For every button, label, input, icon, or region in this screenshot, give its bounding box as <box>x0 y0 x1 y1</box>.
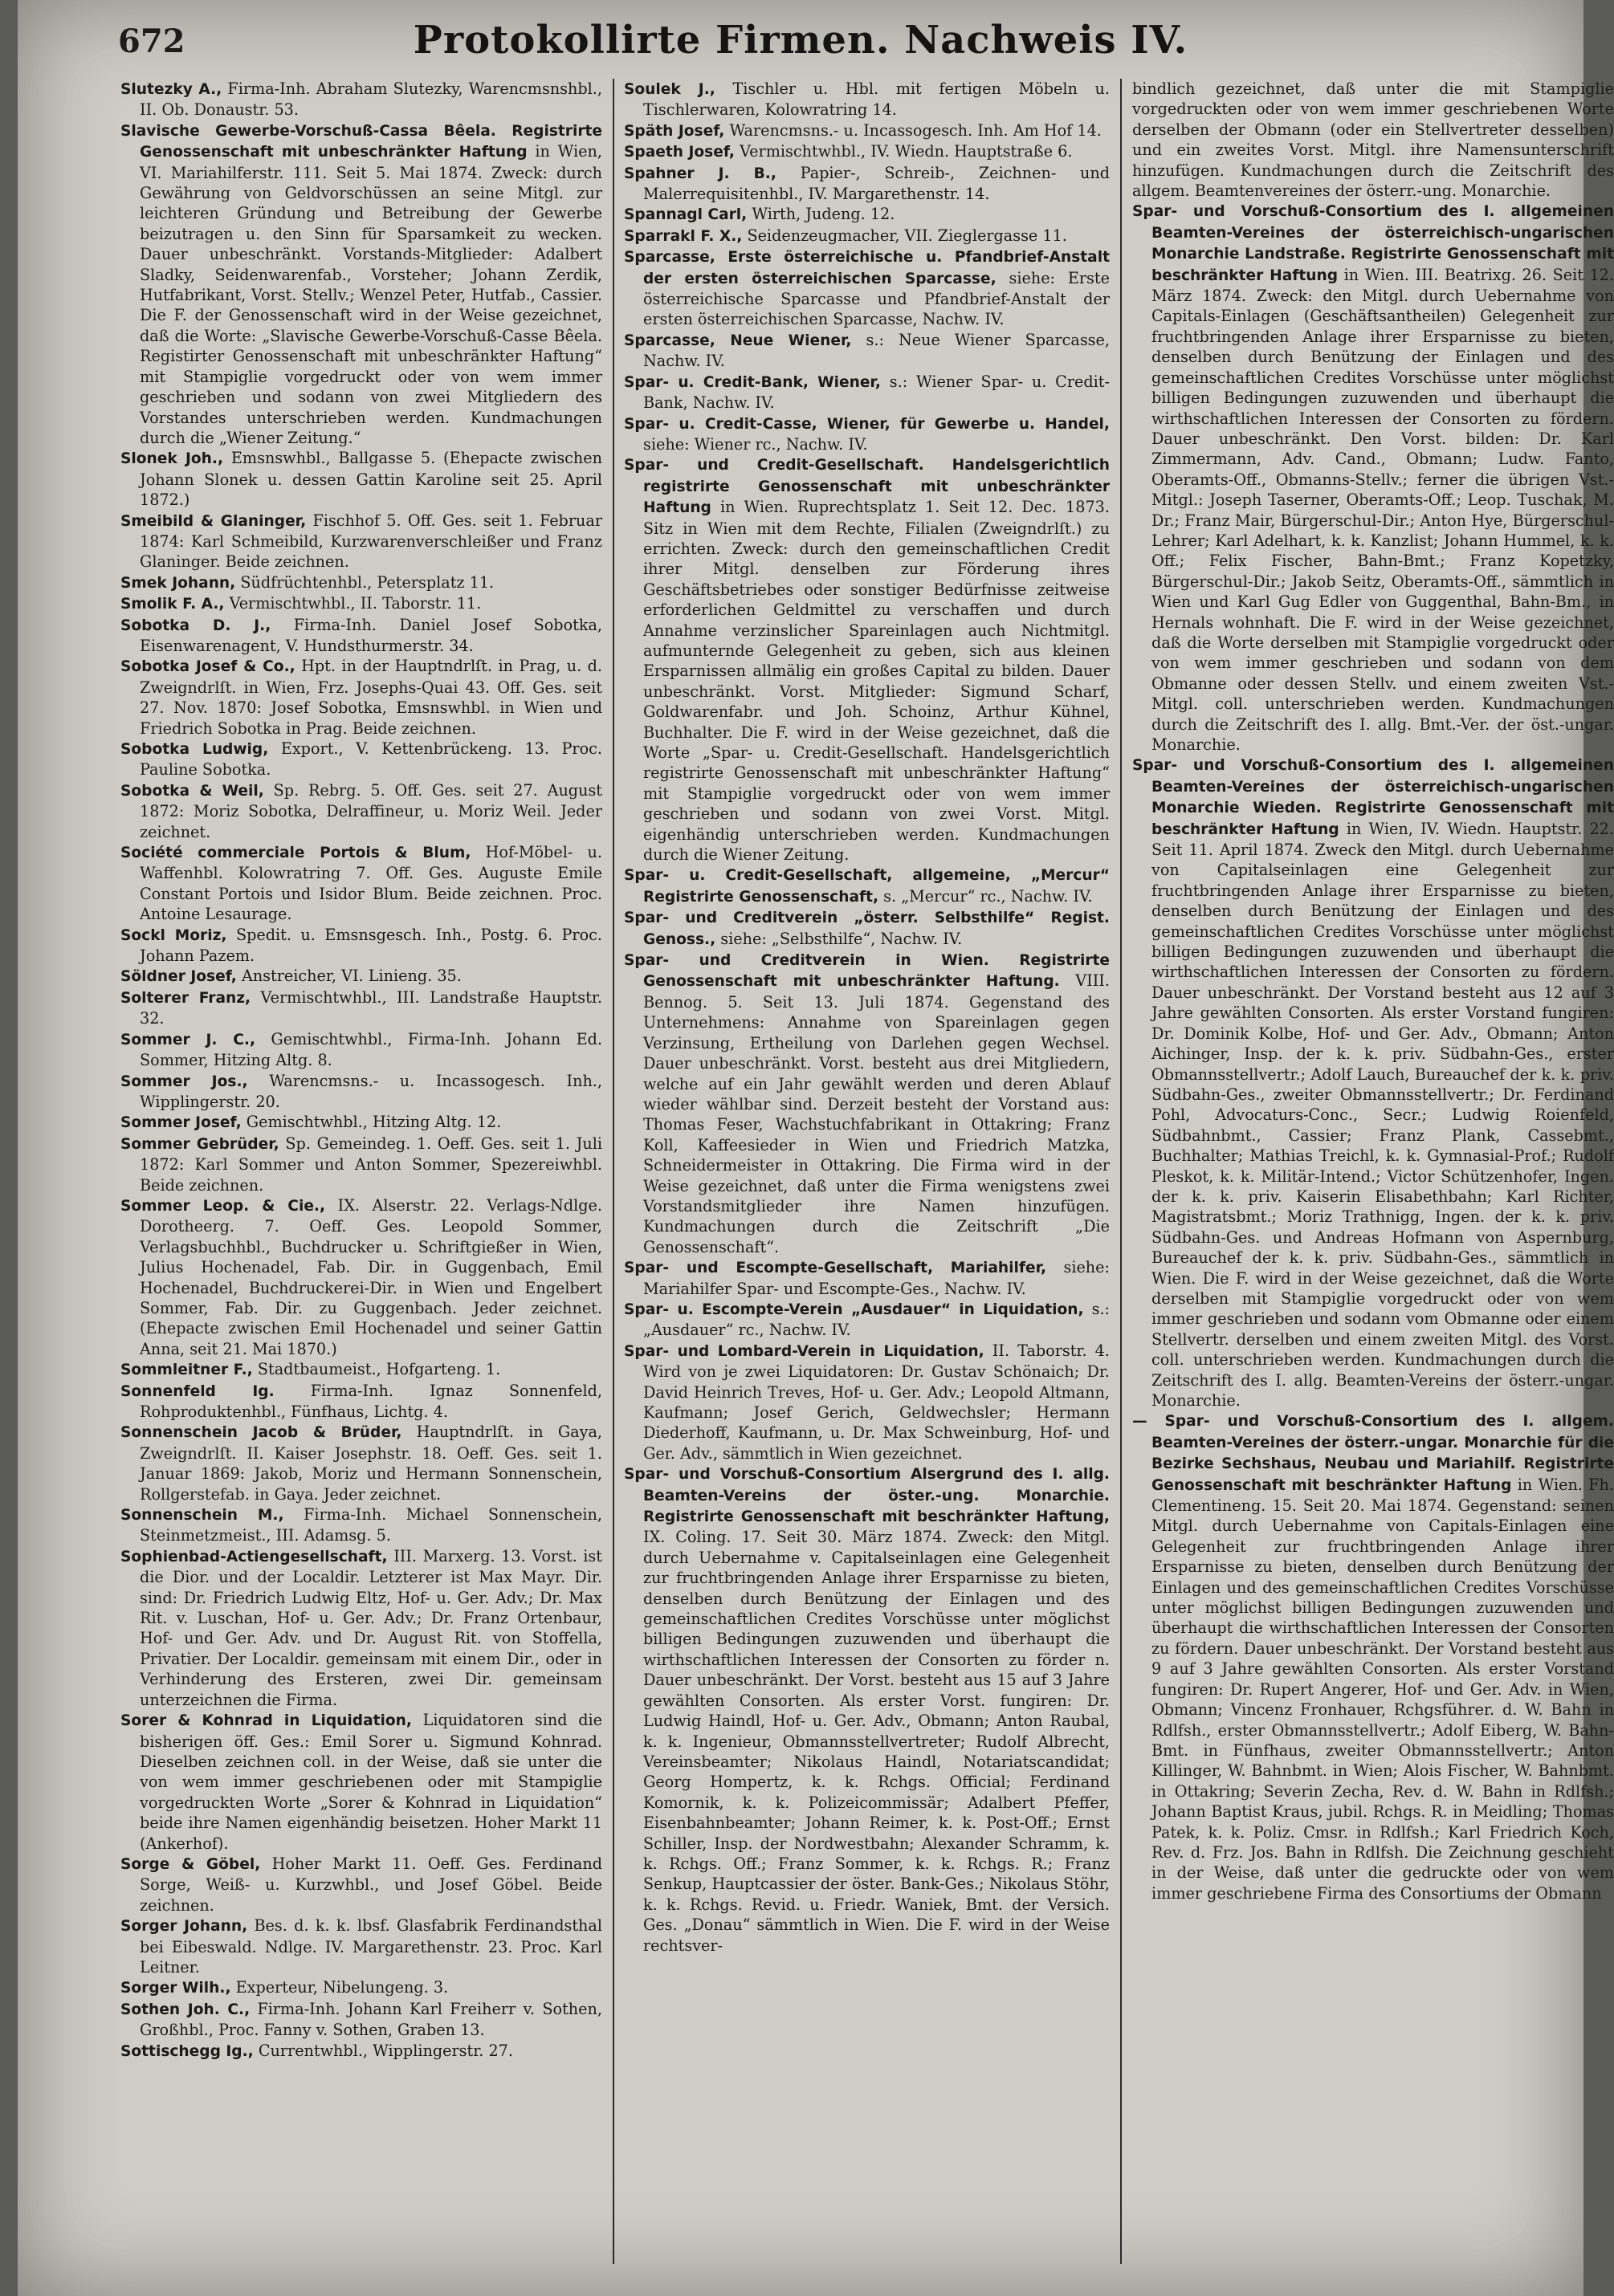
entry-text: in Wien. III. Beatrixg. 26. Seit 12. März 1874. Zweck: den Mitgl. durch Uebernahme von Capitals-Einlagen (Geschäftsantheilen) Gelegenheit zur fruchtbringenden Anlage ihrer Ersparnisse zu bieten, denselben durch Benützung der Einlagen und des gemeinschaftlichen Credites Vorschüsse unter möglichst billigen Bedingungen zuzuwenden und überhaupt die wirthschaftlichen Interessen der Consorten zu fördern. Dauer unbeschränkt. Den Vorst. bilden: Dr. Karl Zimmermann, Adv. Cand., Obmann; Ludw. Fanto, Oberamts-Off., Obmanns-Stellv.; ferner die übrigen Vst.-Mitgl.: Joseph Taserner, Oberamts-Off.; Leop. Tuschak, M. Dr.; Franz Mair, Bürgerschul-Dir.; Anton Hye, Bürgerschul-Lehrer; Karl Adelhart, k. k. Kanzlist; Johann Hummel, k. k. Off.; Felix Fischer, Bahn-Bmt.; Franz Kopetzky, Bürgerschul-Dir.; Jakob Seitz, Oberamts-Off., sämmtlich in Wien und Karl Gug Edler von Guggenthal, Bahn-Bm., in Hernals wohnhaft. Die F. wird in der Weise gezeichnet, daß die Worte derselben mit Stampiglie vorgedruckt oder von wem immer geschrieben und sodann von dem Obmanne oder dessen Stellv. und einem zweiten Vst.-Mitgl. coll. unterschrieben werden. Kundmachungen durch die Zeitschrift des I. allg. Bmt.-Ver. der öst.-ungar. Monarchie. <box>1151 265 1614 754</box>
directory-entry <box>120 1854 602 1915</box>
entry-text: Firma-Inh. Ignaz Sonnenfeld, Rohproduktenhbl., Fünfhaus, Lichtg. 4. <box>140 1381 603 1421</box>
firm-name: Sobotka Ludwig, <box>120 741 269 758</box>
directory-entry <box>624 120 1110 141</box>
directory-entry <box>624 413 1110 455</box>
firm-name: Söldner Josef, <box>120 968 237 986</box>
directory-entry <box>624 246 1110 330</box>
directory-entry <box>120 1915 602 1977</box>
firm-name: Sobotka D. J., <box>120 617 271 634</box>
entry-text: Spedit. u. Emsnsgesch. Inh., Postg. 6. Proc. Johann Pazem. <box>140 925 602 966</box>
directory-entry <box>624 865 1110 907</box>
firm-name: Sorger Johann, <box>120 1918 248 1936</box>
directory-entry <box>120 1134 602 1195</box>
firm-name: Slutezky A., <box>120 81 222 98</box>
entry-text: Gemischtwhbl., Firma-Inh. Johann Ed. Sommer, Hitzing Altg. 8. <box>140 1029 602 1070</box>
directory-entry <box>120 1195 602 1359</box>
entry-text: Emsnswhbl., Ballgasse 5. (Ehepacte zwischen Johann Slonek u. dessen Gattin Karoline seit 25. April 1872.) <box>140 449 602 510</box>
firm-name: Sobotka & Weil, <box>120 782 264 800</box>
entry-text: Hauptndrlſt. in Gaya, Zweigndrlſt. II. Kaiser Josephstr. 18. Oeff. Ges. seit 1. Januar 1869: Jakob, Moriz und Hermann Sonnenschein, Rollgerstefab. in Gaya. Jeder zeichnet. <box>140 1423 602 1504</box>
directory-entry <box>624 950 1110 1257</box>
directory-entry <box>1132 1411 1614 1903</box>
entry-text: Wirth, Judeng. 12. <box>752 205 895 224</box>
entry-text: Sp. Rebrg. 5. Off. Ges. seit 27. August 1872: Moriz Sobotka, Delraffineur, u. Moriz Weil. Jeder zeichnet. <box>140 780 603 841</box>
firm-name: Sommer Gebrüder, <box>120 1135 279 1153</box>
directory-entry <box>624 163 1110 205</box>
directory-entry <box>1132 79 1614 201</box>
entry-text: Gemischtwhbl., Hitzing Altg. 12. <box>246 1113 502 1132</box>
entry-text: in Wien. Fh. Clementineng. 15. Seit 20. Mai 1874. Gegenstand: seinen Mitgl. durch Uebernahme von Capitals-Einlagen eine Gelegenheit zur fruchtbringenden Anlage ihrer Ersparnisse zu bieten, denselben durch Benützung der Einlagen und des gemeinschaftlichen Credites Vorschüsse unter möglichst billigen Bedingungen zuzuwenden und überhaupt die wirthschaftlichen Interessen der Consorten zu fördern. Dauer unbeschränkt. Der Vorstand besteht aus 9 auf 3 Jahre gewählten Consorten. Als erster Vorstand fungiren: Dr. Rupert Angerer, Hof- und Ger. Adv. in Wien, Obmann; Vincenz Fronhauer, Rchgsführer. d. W. Bahn in Rdlfsh., erster Obmannsstellvertr.; Adolf Eiberg, W. Bahn-Bmt. in Fünfhaus, zweiter Obmannsstellvertr.; Anton Killinger, W. Bahnbmt. in Wien; Alois Fischer, W. Bahnbmt. in Ottakring; Severin Zecha, Rev. d. W. Bahn in Rdlfsh.; Johann Baptist Kraus, jubil. Rchgs. R. in Meidling; Thomas Patek, k. k. Poliz. Cmsr. in Rdlfsh.; Karl Friedrich Koch, Rev. d. Frz. Jos. Bahn in Rdlfsh. Die Zeichnung geschieht in der Weise, daß unter die gedruckte oder von wem immer geschriebene Firma des Consortiums der Obmann <box>1151 1475 1614 1903</box>
directory-entry <box>120 1359 602 1380</box>
firm-name: Smek Johann, <box>120 574 236 592</box>
directory-entry <box>120 656 602 739</box>
firm-name: Sothen Joh. C., <box>120 2001 251 2018</box>
directory-entry <box>120 842 602 925</box>
firm-name: Spaeth Josef, <box>624 144 735 161</box>
directory-entry <box>120 1071 602 1113</box>
directory-entry <box>120 966 602 987</box>
firm-name: Sonnenfeld Ig. <box>120 1382 275 1400</box>
directory-entry <box>120 1977 602 1998</box>
entry-text: in Wien, IV. Wiedn. Hauptstr. 22. Seit 11. April 1874. Zweck den Mitgl. durch Uebernahme von Capitalseinlagen eine Gelegenheit zur fruchtbringenden Anlage ihrer Ersparnisse zu bieten, denselben durch Benützung der Einlagen und des gemeinschaftlichen Credites Vorschüsse unter möglichst billigen Bedingungen zuzuwenden und überhaupt die wirthschaftlichen Interessen der Consorten zu fördern. Dauer unbeschränkt. Der Vorstand besteht aus 12 auf 3 Jahre gewählten Consorten. Als erster Vorstand fungiren: Dr. Dominik Kolbe, Hof- und Ger. Adv., Obmann; Anton Aichinger, Insp. der k. k. priv. Südbahn-Ges., erster Obmannsstellvertr.; Adolf Lauch, Bureauchef der k. k. priv. Südbahn-Ges., zweiter Obmannsstellvertr.; Dr. Ferdinand Pohl, Advocaturs-Conc., Secr.; Ludwig Roienfeld, Südbahnbmt., Cassier; Franz Plank, Cassebmt., Buchhalter; Mathias Treichl, k. k. Gymnasial-Prof.; Rudolf Pleskot, k. k. Militär-Intend.; Victor Schützenhofer, Ingen. der k. k. priv. Kaiserin Elisabethbahn; Karl Richter, Magistratsbmt.; Moriz Trathnigg, Ingen. der k. k. priv. Südbahn-Ges. und Andreas Hofmann von Aspernburg, Bureauchef der k. k. priv. Südbahn-Ges., sämmtlich in Wien. Die F. wird in der Weise gezeichnet, daß die Worte derselben mit Stampiglie vorgedruckt oder von wem immer geschrieben und sodann vom Obmanne oder einem Stellvertr. derselben und einem zweiten Mitgl. des Vorst. coll. unterschrieben werden. Kundmachungen durch die Zeitschrift des I. allg. Beamten-Vereins der österr.-ungar. Monarchie. <box>1151 819 1614 1410</box>
entry-text: in Wien. Ruprechtsplatz 1. Seit 12. Dec. 1873. Sitz in Wien mit dem Rechte, Filialen (Zweigndrlſt.) zu errichten. Zweck: durch den gemeinschaftlichen Credit ihrer Mitgl. denselben zur Förderung ihres Geschäftsbetriebes oder sonstiger Bedürfnisse zeitweise erforderlichen Geldmittel zu verschaffen und durch Annahme verzinslicher Spareinlagen auch Nichtmitgl. aufmunternde Gelegenheit zu geben, sich aus kleinen Ersparnissen allmälig ein großes Capital zu bilden. Dauer unbeschränkt. Vorst. Mitglieder: Sigmund Scharf, Goldwarenfabr. und Joh. Schoinz, Arthur Kühnel, Buchhalter. Die F. wird in der Weise gezeichnet, daß die Worte „Spar- u. Credit-Gesellschaft. Handelsgerichtlich registrirte Genossenschaft mit unbeschränkter Haftung“ mit Stampiglie vorgedruckt oder von wem immer geschrieben und sodann von zwei Vorst. Mitgl. eigenhändig unterschrieben werden. Kundmachungen durch die Wiener Zeitung. <box>643 498 1110 865</box>
firm-name: Sophienbad-Actiengesellschaft, <box>120 1548 388 1565</box>
directory-entry <box>120 1710 602 1854</box>
text-column-1 <box>120 79 602 2272</box>
firm-name: Spar- und Creditverein in Wien. Registrirte Genossenschaft mit unbeschränkter Haftung. <box>624 952 1110 991</box>
directory-entry <box>120 987 602 1029</box>
entry-text: Experteur, Nibelungeng. 3. <box>235 1978 449 1997</box>
directory-entry <box>1132 755 1614 1411</box>
directory-entry <box>624 454 1110 865</box>
firm-name: Sorer & Kohnrad in Liquidation, <box>120 1712 412 1730</box>
directory-entry <box>120 1999 602 2041</box>
entry-text: Papier-, Schreib-, Zeichnen- und Malerrequisitenhbl., IV. Margarethenstr. 14. <box>643 163 1110 204</box>
directory-entry <box>120 739 602 780</box>
firm-name: Spar- und Credit-Gesellschaft. Handelsgerichtlich registrirte Genossenschaft mit unbeschränkter Haftung <box>624 457 1110 517</box>
entry-text: Currentwhbl., Wipplingerstr. 27. <box>258 2041 513 2060</box>
firm-name: Slavische Gewerbe-Vorschuß-Cassa Bêela. Registrirte Genossenschaft mit unbeschränkter Haftung <box>120 122 602 161</box>
entry-text: Warencmsns.- u. Incassogesch. Inh. Am Hof 14. <box>729 120 1102 140</box>
directory-entry <box>624 141 1110 162</box>
firm-name: Sommer J. C., <box>120 1031 256 1048</box>
entry-text: Export., V. Kettenbrückeng. 13. Proc. Pauline Sobotka. <box>140 739 602 780</box>
entry-text: II. Taborstr. 4. Wird von je zwei Liquidatoren: Dr. Gustav Schönaich; Dr. David Heinrich Treves, Hof- u. Ger. Adv.; Leopold Altmann, Kaufmann; Josef Gerich, Geldwechsler; Hermann Diederhoff, Kaufmann, u. Dr. Max Schweinburg, Hof- und Ger. Adv., sämmtlich in Wien gezeichnet. <box>643 1341 1110 1463</box>
firm-name: Spannagl Carl, <box>624 206 748 224</box>
firm-name: Solterer Franz, <box>120 989 251 1007</box>
directory-entry <box>120 2041 602 2062</box>
entry-text: Hpt. in der Hauptndrlſt. in Prag, u. d. Zweigndrlſt. in Wien, Frz. Josephs-Quai 43. Off. Ges. seit 27. Nov. 1870: Josef Sobotka, Emsnswhbl. in Wien und Friedrich Sobotka in Prag. Beide zeichnen. <box>140 657 602 738</box>
directory-entry <box>624 372 1110 413</box>
entry-text: IX. Alserstr. 22. Verlags-Ndlge. Dorotheerg. 7. Oeff. Ges. Leopold Sommer, Verlagsbuchhbl., Buchdrucker u. Schriftgießer in Wien, Julius Hochenadel, Fab. Dir. in Guggenbach, Emil Hochenadel, Buchdruckerei-Dir. in Wien und Engelbert Sommer, Fab. Dir. zu Guggenbach. Jeder zeichnet. (Ehepacte zwischen Emil Hochenadel und seiner Gattin Anna, seit 21. Mai 1870.) <box>140 1195 602 1358</box>
firm-name: Sparrakl F. X., <box>624 227 743 245</box>
entry-text: siehe: „Selbsthilfe“, Nachw. IV. <box>720 929 963 948</box>
entry-text: Warencmsns.- u. Incassogesch. Inh., Wipplingerstr. 20. <box>140 1071 602 1111</box>
firm-name: Sommleitner F., <box>120 1362 253 1379</box>
firm-name: Spar- u. Credit-Bank, Wiener, <box>624 373 881 391</box>
entry-text: Firma-Inh. Abraham Slutezky, Warencmsnshbl., II. Ob. Donaustr. 53. <box>140 79 602 120</box>
firm-name: Spar- u. Credit-Casse, Wiener, für Gewerbe u. Handel, <box>624 415 1110 433</box>
entry-text: Vermischtwhbl., III. Landstraße Hauptstr. 32. <box>140 987 602 1028</box>
firm-name: Slonek Joh., <box>120 450 224 468</box>
column-divider <box>1120 79 1122 2264</box>
entry-text: Vermischtwhbl., IV. Wiedn. Hauptstraße 6. <box>740 142 1073 161</box>
entry-text: s.: „Ausdauer“ rc., Nachw. IV. <box>643 1299 1111 1340</box>
entry-text: Firma-Inh. Johann Karl Freiherr v. Sothen, Großhbl., Proc. Fanny v. Sothen, Graben 13. <box>140 1999 602 2040</box>
directory-entry <box>120 1546 602 1710</box>
entry-text: Fischhof 5. Off. Ges. seit 1. Februar 1874: Karl Schmeibild, Kurzwarenverschleißer und Franz Glaninger. Beide zeichnen. <box>140 511 602 572</box>
directory-entry <box>120 120 602 449</box>
entry-text: Hoher Markt 11. Oeff. Ges. Ferdinand Sorge, Weiß- u. Kurzwhbl., und Josef Göbel. Beide zeichnen. <box>140 1854 603 1915</box>
directory-entry <box>624 79 1110 120</box>
entry-text: siehe: Mariahilfer Spar- und Escompte-Ges., Nachw. IV. <box>643 1258 1110 1298</box>
entry-text: s.: Wiener Spar- u. Credit-Bank, Nachw. IV. <box>643 372 1110 413</box>
firm-name: Sommer Josef, <box>120 1114 242 1132</box>
directory-entry <box>624 226 1110 246</box>
firm-name: Société commerciale Portois & Blum, <box>120 845 471 862</box>
entry-text: Firma-Inh. Michael Sonnenschein, Steinmetzmeist., III. Adamsg. 5. <box>140 1505 602 1545</box>
directory-entry <box>120 925 602 967</box>
firm-name: Sommer Jos., <box>120 1073 248 1090</box>
directory-entry <box>120 593 602 614</box>
firm-name: Spar- u. Escompte-Verein „Ausdauer“ in Liquidation, <box>624 1301 1084 1318</box>
directory-entry <box>624 1463 1110 1956</box>
document-page <box>18 0 1614 2296</box>
directory-entry <box>624 1299 1110 1341</box>
firm-name: Spar- und Lombard-Verein in Liquidation, <box>624 1342 984 1360</box>
directory-entry <box>624 204 1110 225</box>
page-number: 672 <box>118 22 185 60</box>
directory-entry <box>120 1029 602 1071</box>
directory-entry <box>120 1112 602 1133</box>
firm-name: Sobotka Josef & Co., <box>120 658 295 676</box>
directory-entry <box>120 1381 602 1423</box>
directory-entry <box>120 1422 602 1504</box>
entry-text: Tischler u. Hbl. mit fertigen Möbeln u. Tischlerwaren, Kolowratring 14. <box>643 79 1110 120</box>
firm-name: Spar- und Vorschuß-Consortium Alsergrund des I. allg. Beamten-Vereins der öster.-ung. Monarchie. Registrirte Genossenschaft mit beschränkter Haftung, <box>624 1466 1110 1526</box>
directory-entry <box>624 907 1110 950</box>
firm-name: Sottischegg Ig., <box>120 2042 254 2060</box>
firm-name: Spar- u. Credit-Gesellschaft, allgemeine, „Mercur“ Registrirte Genossenschaft, <box>624 867 1110 906</box>
entry-text: IX. Coling. 17. Seit 30. März 1874. Zweck: den Mitgl. durch Uebernahme v. Capitalseinlagen eine Gelegenheit zur fruchtbringenden Anlage ihrer Ersparnisse zu bieten, denselben durch Benützung der Einlagen und des gemeinschaftlichen Credites Vorschüsse unter möglichst billigen Bedingungen zuzuwenden und überhaupt die wirthschaftlichen Interessen der Consorten zu förder n. Dauer unbeschränkt. Der Vorst. besteht aus 15 auf 3 Jahre gewählten Consorten. Als erster Vorst. fungiren: Dr. Ludwig Haindl, Hof- u. Ger. Adv., Obmann; Anton Raubal, k. k. Ingenieur, Obmannsstellvertreter; Rudolf Albrecht, Vereinsbeamter; Nikolaus Haindl, Notariatscandidat; Georg Hompertz, k. k. Rchgs. Official; Ferdinand Komornik, k. k. Polizeicommissär; Adalbert Pfeffer, Eisenbahnbeamter; Johann Reimer, k. k. Post-Off.; Ernst Schiller, Insp. der Nordwestbahn; Alexander Schramm, k. k. Rchgs. Off.; Franz Sommer, k. k. Rchgs. R.; Franz Senkup, Hauptcassier der öster. Bank-Ges.; Nikolaus Stöhr, k. k. Rchgs. Revid. u. Friedr. Waniek, Bmt. der Versich. Ges. „Donau“ sämmtlich in Wien. Die F. wird in der Weise rechtsver- <box>643 1528 1110 1955</box>
firm-name: Sparcasse, Neue Wiener, <box>624 332 852 349</box>
entry-text: bindlich gezeichnet, daß unter die mit Stampiglie vorgedruckten oder von wem immer geschriebenen Worte derselben der Obmann (oder ein Stellvertreter desselben) und ein zweites Vorst. Mitgl. ihre Namensunterschrift hinzufügen. Kundmachungen durch die Zeitschrift des allgem. Beamtenvereines der österr.-ung. Monarchie. <box>1132 79 1614 201</box>
entry-text: Anstreicher, VI. Linieng. 35. <box>241 967 462 986</box>
firm-name: Smolik F. A., <box>120 596 225 613</box>
entry-text: Firma-Inh. Daniel Josef Sobotka, Eisenwarenagent, V. Hundsthurmerstr. 34. <box>140 615 602 655</box>
firm-name: Sorge & Göbel, <box>120 1855 261 1873</box>
firm-name: Spahner J. B., <box>624 165 776 182</box>
entry-text: Südfrüchtenhbl., Petersplatz 11. <box>240 572 495 592</box>
column-divider <box>613 79 614 2264</box>
entry-text: Bes. d. k. k. lbsf. Glasfabrik Ferdinandsthal bei Eibeswald. Ndlge. IV. Margarethenstr. 23. Proc. Karl Leitner. <box>140 1916 602 1976</box>
firm-name: Späth Josef, <box>624 122 725 140</box>
firm-name: Spar- und Creditverein „österr. Selbsthilfe“ Regist. Genoss., <box>624 910 1110 948</box>
entry-text: s. „Mercur“ rc., Nachw. IV. <box>883 886 1093 906</box>
firm-name: Spar- und Escompte-Gesellschaft, Mariahilfer, <box>624 1260 1047 1277</box>
entry-text: s.: Neue Wiener Sparcasse, Nachw. IV. <box>643 330 1110 371</box>
directory-entry <box>120 448 602 510</box>
entry-text: III. Marxerg. 13. Vorst. ist die Dior. und der Localdir. Letzterer ist Max Mayr. Dir. sind: Dr. Friedrich Ludwig Eltz, Hof- u. Ger. Adv.; Dr. Max Rit. v. Luschan, Hof- u. Ger. Adv.; Dr. Franz Ortenbaur, Hof- und Ger. Adv. und Dr. August Rit. von Stoffella, Privatier. Der Localdir. gemeinsam mit einem Dir., oder in Verhinderung des Ersteren, zwei Dir. gemeinsam unterzeichnen die Firma. <box>140 1546 602 1709</box>
page-title: Protokollirte Firmen. Nachweis IV. <box>413 18 1188 63</box>
directory-entry <box>624 330 1110 372</box>
text-column-3 <box>1132 79 1614 2272</box>
directory-entry <box>624 1341 1110 1463</box>
firm-name: Sonnenschein M., <box>120 1507 284 1525</box>
firm-name: Spar- und Vorschuß-Consortium des I. allgemeinen Beamten-Vereines der österreichisch-ungarischen Monarchie Landstraße. Registrirte Genossenschaft mit beschränkter Haftung <box>1132 203 1614 284</box>
firm-name: Spar- und Vorschuß-Consortium des I. allgemeinen Beamten-Vereines der österreichisch-ungarischen Monarchie Wieden. Registrirte Genossenschaft mit beschränkter Haftung <box>1132 757 1614 838</box>
firm-name: — Spar- und Vorschuß-Consortium des I. allgem. Beamten-Vereines der österr.-ungar. Monarchie für die Bezirke Sechshaus, Neubau und Mariahilf. Registrirte Genossenschaft mit beschränkter Haftung <box>1132 1413 1614 1494</box>
directory-entry <box>120 1504 602 1546</box>
firm-name: Sommer Leop. & Cie., <box>120 1197 326 1215</box>
directory-entry <box>120 615 602 657</box>
firm-name: Sonnenschein Jacob & Brüder, <box>120 1424 402 1442</box>
entry-text: Stadtbaumeist., Hofgarteng. 1. <box>257 1360 501 1379</box>
entry-text: Liquidatoren sind die bisherigen öff. Ges.: Emil Sorer u. Sigmund Kohnrad. Dieselben zeichnen coll. in der Weise, daß sie unter die von wem immer geschriebenen oder mit Stampiglie vorgedruckten Worte „Sorer & Kohnrad in Liquidation“ beide ihre Namen eigenhändig beisetzen. Hoher Markt 11 (Ankerhof). <box>140 1711 603 1853</box>
text-column-2 <box>624 79 1110 2272</box>
directory-entry <box>120 780 602 842</box>
entry-text: siehe: Wiener rc., Nachw. IV. <box>643 434 868 454</box>
firm-name: Sockl Moriz, <box>120 926 227 944</box>
entry-text: Hof-Möbel- u. Waffenhbl. Kolowratring 7. Off. Ges. Auguste Emile Constant Portois und Isidor Blum. Beide zeichnen. Proc. Antoine Lesaurage. <box>140 843 602 924</box>
firm-name: Sorger Wilh., <box>120 1980 231 1997</box>
firm-name: Soulek J., <box>624 81 715 98</box>
entry-text: Vermischtwhbl., II. Taborstr. 11. <box>229 594 482 613</box>
firm-name: Smeibild & Glaninger, <box>120 512 307 530</box>
directory-entry <box>120 79 602 120</box>
entry-text: Seidenzeugmacher, VII. Zieglergasse 11. <box>747 226 1067 245</box>
entry-text: siehe: Erste österreichische Sparcasse und Pfandbrief-Anstalt der ersten österreichischen Sparcasse, Nachw. IV. <box>643 268 1110 329</box>
directory-entry <box>624 1257 1110 1299</box>
directory-entry <box>120 511 602 572</box>
firm-name: Sparcasse, Erste österreichische u. Pfandbrief-Anstalt der ersten österreichischen Sparcasse, <box>624 249 1110 287</box>
directory-entry <box>120 572 602 593</box>
entry-text: Sp. Gemeindeg. 1. Oeff. Ges. seit 1. Juli 1872: Karl Sommer und Anton Sommer, Spezereiwhbl. Beide zeichnen. <box>140 1134 602 1195</box>
entry-text: in Wien, VI. Mariahilferstr. 111. Seit 5. Mai 1874. Zweck: durch Gewährung von Geldvorschüssen an seine Mitgl. zur leichteren Gründung und Betreibung der Gewerbe beizutragen u. den Sinn für Sparsamkeit zu wecken. Dauer unbeschränkt. Vorstands-Mitglieder: Adalbert Sladky, Seidenwarenfab., Vorsteher; Johann Zerdik, Hutfabrikant, Vorst. Stellv.; Wenzel Peter, Hutfab., Cassier. Die F. der Genossenschaft wird in der Weise gezeichnet, daß die Worte: „Slavische Gewerbe-Vorschuß-Casse Bêela. Registirter Genossenschaft mit unbeschränkter Haftung“ mit Stampiglie vorgedruckt oder von wem immer geschrieben und sodann von zwei Mitgliedern des Vorstandes unterschrieben werden. Kundmachungen durch die „Wiener Zeitung.“ <box>140 142 602 447</box>
directory-entry <box>1132 201 1614 755</box>
entry-text: VIII. Bennog. 5. Seit 13. Juli 1874. Gegenstand des Unternehmens: Annahme von Spareinlagen gegen Verzinsung, Ertheilung von Darlehen gegen Wechsel. Dauer unbeschränkt. Vorst. besteht aus drei Mitgliedern, welche auf ein Jahr gewählt werden und deren Ablauf wieder wählbar sind. Derzeit besteht der Vorstand aus: Thomas Feser, Wachstuchfabrikant in Ottakring; Franz Koll, Kaffeesieder in Wien und Friedrich Matzka, Schneidermeister in Ottakring. Die Firma wird in der Weise gezeichnet, daß unter die Firma wenigstens zwei Vorstandsmitglieder ihre Namen hinzufügen. Kundmachungen durch die Zeitschrift „Die Genossenschaft“. <box>643 971 1110 1256</box>
